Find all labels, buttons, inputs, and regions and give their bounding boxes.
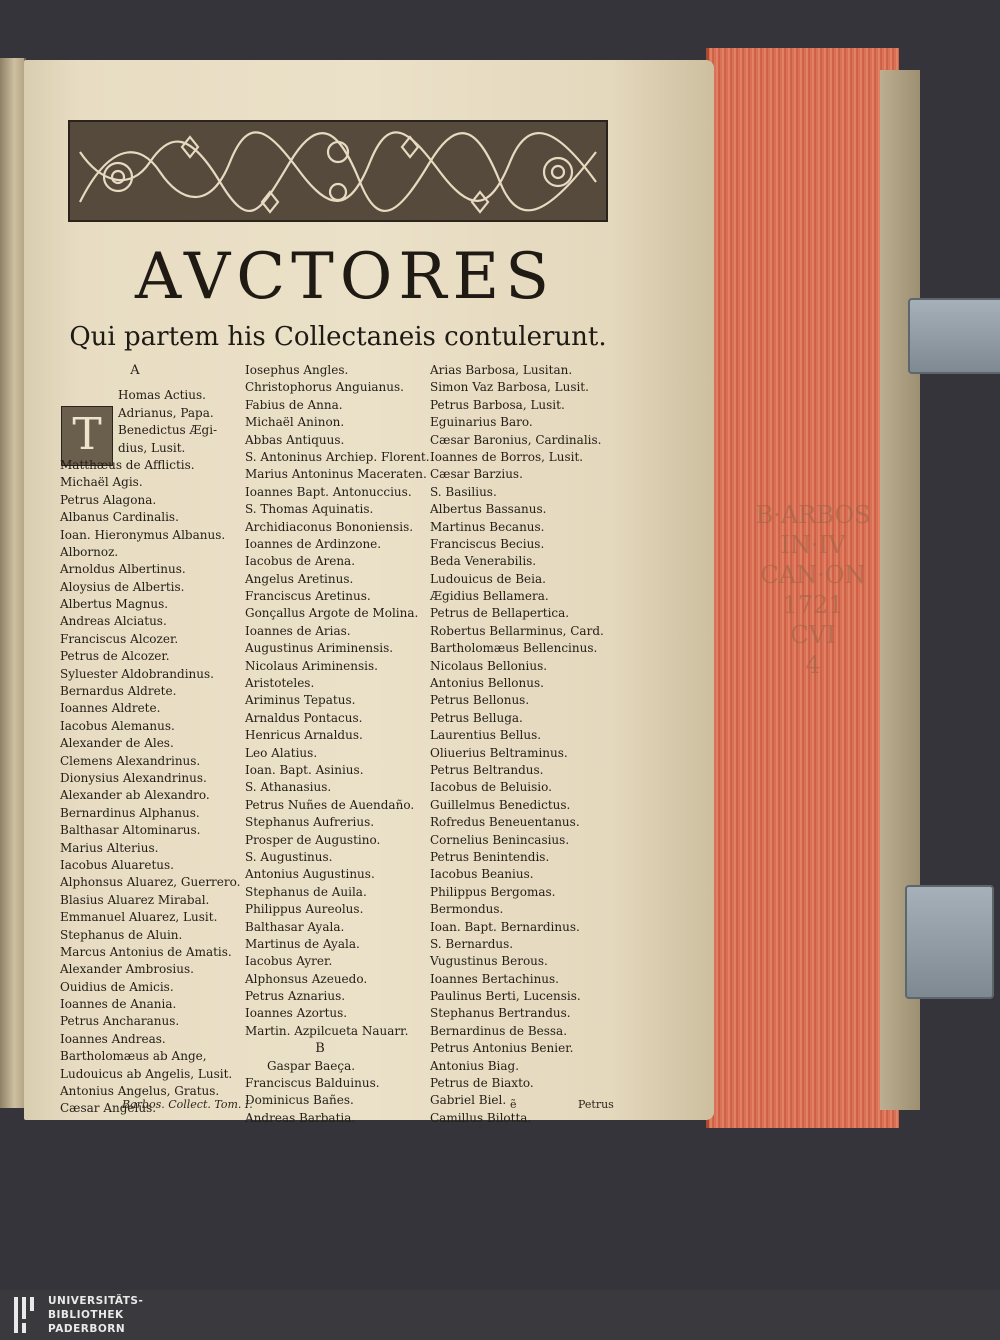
list-item: Ioan. Hieronymus Albanus. [60, 527, 226, 542]
list-item: Antonius Biag. [430, 1058, 520, 1073]
list-item: Adrianus, Papa. [118, 405, 214, 420]
catchword: Petrus [578, 1098, 614, 1111]
list-item: Petrus Nuñes de Auendaño. [245, 797, 415, 812]
list-item: Iacobus Ayrer. [245, 954, 333, 969]
list-item: dius, Lusit. [118, 440, 186, 455]
list-item: Marcus Antonius de Amatis. [60, 944, 232, 959]
list-item: Guillelmus Benedictus. [430, 797, 571, 812]
signature-mark: ẽ [510, 1098, 517, 1111]
author-column-1 [60, 362, 250, 1118]
list-item: Cornelius Benincasius. [430, 832, 570, 847]
list-item: Homas Actius. [118, 388, 206, 403]
list-item: Ioannes Aldrete. [60, 701, 161, 716]
list-item: Henricus Arnaldus. [245, 728, 363, 743]
list-item: Marius Antoninus Maceraten. [245, 467, 427, 482]
list-item: Petrus Bellonus. [430, 693, 530, 708]
list-item: Iacobus Alemanus. [60, 718, 175, 733]
list-item: Petrus Antonius Benier. [430, 1041, 574, 1056]
list-item: Prosper de Augustino. [245, 832, 381, 847]
list-item: Albornoz. [60, 544, 119, 559]
list-item: Ioannes de Anania. [60, 997, 177, 1012]
list-item: Dionysius Alexandrinus. [60, 770, 207, 785]
list-item: Archidiaconus Bononiensis. [245, 519, 414, 534]
list-item: S. Antoninus Archiep. Florent. [245, 449, 430, 464]
list-item: S. Thomas Aquinatis. [245, 502, 374, 517]
list-item: Angelus Aretinus. [245, 571, 354, 586]
list-item: Ioannes Bertachinus. [430, 971, 559, 986]
list-item: Petrus de Alcozer. [60, 649, 170, 664]
list-item: S. Augustinus. [245, 849, 333, 864]
list-item: Iosephus Angles. [245, 363, 349, 377]
list-item: Stephanus de Aluin. [60, 927, 183, 942]
list-item: Laurentius Bellus. [430, 728, 542, 743]
list-item: Antonius Bellonus. [430, 676, 544, 691]
list-item: Arnoldus Albertinus. [60, 562, 186, 577]
list-item: S. Basilius. [430, 484, 497, 499]
list-item: Petrus de Biaxto. [430, 1076, 534, 1091]
list-item: Michaël Aninon. [245, 415, 345, 430]
list-item: Ioan. Bapt. Asinius. [245, 762, 364, 777]
list-item: Martin. Azpilcueta Nauarr. [245, 1023, 409, 1038]
list-item: Michaël Agis. [60, 475, 143, 490]
list-item: Ægidius Bellamera. [430, 589, 549, 604]
list-item: Stephanus Bertrandus. [430, 1006, 571, 1021]
list-item: Bernardinus de Bessa. [430, 1023, 568, 1038]
list-item: Alexander de Ales. [60, 736, 174, 751]
list-item: Eguinarius Baro. [430, 415, 533, 430]
upper-clasp [908, 298, 1000, 374]
list-item: Oliuerius Beltraminus. [430, 745, 568, 760]
list-item: Leo Alatius. [245, 745, 318, 760]
list-item: Ioannes de Ardinzone. [245, 536, 382, 551]
list-item: Christophorus Anguianus. [245, 380, 404, 395]
list-item: Iacobus Aluaretus. [60, 857, 174, 872]
list-item: Cæsar Baronius, Cardinalis. [430, 432, 602, 447]
list-item: Vugustinus Berous. [430, 954, 548, 969]
list-item: Andreas Alciatus. [60, 614, 167, 629]
list-item: Marius Alterius. [60, 840, 159, 855]
left-page-edge [0, 58, 26, 1108]
list-item: Aloysius de Albertis. [60, 579, 185, 594]
list-item: Abbas Antiquus. [245, 432, 345, 447]
list-item: Iacobus Beanius. [430, 867, 534, 882]
list-item: S. Athanasius. [245, 780, 332, 795]
list-item: S. Bernardus. [430, 936, 514, 951]
list-item: Iacobus de Arena. [245, 554, 356, 569]
list-item: Petrus Benintendis. [430, 849, 550, 864]
list-item: Ioannes de Borros, Lusit. [430, 449, 584, 464]
list-item: Philippus Bergomas. [430, 884, 556, 899]
list-item: Antonius Angelus, Gratus. [60, 1084, 220, 1099]
list-item: Bernardus Aldrete. [60, 684, 177, 699]
list-item: Simon Vaz Barbosa, Lusit. [430, 380, 589, 395]
list-item: Nicolaus Ariminensis. [245, 658, 378, 673]
library-footer-bar [0, 1290, 1000, 1340]
list-item: Dominicus Bañes. [245, 1093, 354, 1108]
library-logo-icon [12, 1295, 42, 1335]
list-item: Ioannes Azortus. [245, 1006, 348, 1021]
list-item: Petrus de Bellapertica. [430, 606, 570, 621]
list-item: Gaspar Baeça. [267, 1058, 356, 1073]
list-item: Emmanuel Aluarez, Lusit. [60, 910, 218, 925]
list-item: Stephanus Aufrerius. [245, 815, 375, 830]
list-item: Antonius Augustinus. [245, 867, 375, 882]
section-letter-a: A [130, 363, 140, 378]
list-item: Petrus Barbosa, Lusit. [430, 397, 565, 412]
list-item: Ariminus Tepatus. [245, 693, 356, 708]
list-item: Aristoteles. [245, 676, 315, 691]
list-item: Philippus Aureolus. [245, 902, 364, 917]
list-item: Martinus de Ayala. [245, 936, 360, 951]
list-item: Ouidius de Amicis. [60, 979, 174, 994]
page-title: AVCTORES [134, 240, 556, 314]
list-item: Alphonsus Azeuedo. [245, 971, 368, 986]
list-item: Balthasar Altominarus. [60, 823, 201, 838]
list-item: Camillus Bilotta. [430, 1110, 532, 1125]
list-item: Syluester Aldobrandinus. [60, 666, 214, 681]
list-item: Franciscus Becius. [430, 536, 545, 551]
list-item: Alexander ab Alexandro. [60, 788, 210, 803]
lower-clasp [905, 885, 994, 999]
list-item: Franciscus Alcozer. [60, 631, 179, 646]
author-column-2 [245, 362, 435, 1127]
list-item: Bernardinus Alphanus. [60, 805, 200, 820]
list-item: Rofredus Beneuentanus. [430, 815, 580, 830]
list-item: Petrus Ancharanus. [60, 1014, 180, 1029]
list-item: Matthæus de Afflictis. [60, 457, 195, 472]
list-item: Petrus Aznarius. [245, 989, 346, 1004]
list-item: Stephanus de Auila. [245, 884, 367, 899]
list-item: Ludouicus ab Angelis, Lusit. [60, 1066, 233, 1081]
woodcut-ornament-banner [68, 120, 608, 222]
list-item: Franciscus Balduinus. [245, 1076, 380, 1091]
list-item: Cæsar Angelus. [60, 1101, 157, 1116]
list-item: Ioannes Andreas. [60, 1031, 166, 1046]
list-item: Albertus Magnus. [60, 597, 169, 612]
signature-line: Barbos. Collect. Tom. I. [122, 1098, 253, 1111]
list-item: Alexander Ambrosius. [60, 962, 194, 977]
list-item: Martinus Becanus. [430, 519, 545, 534]
list-item: Bermondus. [430, 902, 504, 917]
list-item: Petrus Beltrandus. [430, 762, 544, 777]
list-item: Bartholomæus ab Ange, [60, 1049, 207, 1064]
list-item: Ludouicus de Beia. [430, 571, 546, 586]
list-item: Albertus Bassanus. [430, 502, 547, 517]
list-item: Cæsar Barzius. [430, 467, 523, 482]
list-item: Alphonsus Aluarez, Guerrero. [60, 875, 241, 890]
dropcap-letter: T [61, 406, 113, 466]
list-item: Franciscus Aretinus. [245, 589, 371, 604]
list-item: Albanus Cardinalis. [60, 510, 179, 525]
library-logo-text: UNIVERSITÄTS- BIBLIOTHEK PADERBORN [48, 1295, 144, 1335]
list-item: Gonçallus Argote de Molina. [245, 606, 419, 621]
list-item: Paulinus Berti, Lucensis. [430, 989, 581, 1004]
list-item: Petrus Belluga. [430, 710, 523, 725]
page-subtitle: Qui partem his Collectaneis contulerunt. [69, 322, 607, 352]
list-item: Iacobus de Beluisio. [430, 780, 552, 795]
section-letter-b: B [315, 1041, 325, 1057]
list-item: Petrus Alagona. [60, 492, 157, 507]
shelf-stamp: B·ARBOS IN·IV CAN·ON 1721 CVI 4 [755, 501, 871, 679]
list-item: Andreas Barbatia. [245, 1110, 356, 1125]
list-item: Balthasar Ayala. [245, 919, 345, 934]
list-item: Benedictus Ægi- [118, 423, 218, 438]
list-item: Beda Venerabilis. [430, 554, 537, 569]
list-item: Ioannes Bapt. Antonuccius. [245, 484, 412, 499]
list-item: Blasius Aluarez Mirabal. [60, 892, 210, 907]
list-item: Robertus Bellarminus, Card. [430, 623, 604, 638]
list-item: Augustinus Ariminensis. [245, 641, 394, 656]
list-item: Gabriel Biel. [430, 1093, 507, 1108]
list-item: Ioannes de Arias. [245, 623, 351, 638]
author-column-3 [430, 362, 620, 1127]
list-item: Arias Barbosa, Lusitan. [430, 363, 573, 377]
list-item: Arnaldus Pontacus. [245, 710, 363, 725]
list-item: Clemens Alexandrinus. [60, 753, 201, 768]
list-item: Fabius de Anna. [245, 397, 343, 412]
list-item: Ioan. Bapt. Bernardinus. [430, 919, 580, 934]
list-item: Bartholomæus Bellencinus. [430, 641, 598, 656]
list-item: Nicolaus Bellonius. [430, 658, 548, 673]
